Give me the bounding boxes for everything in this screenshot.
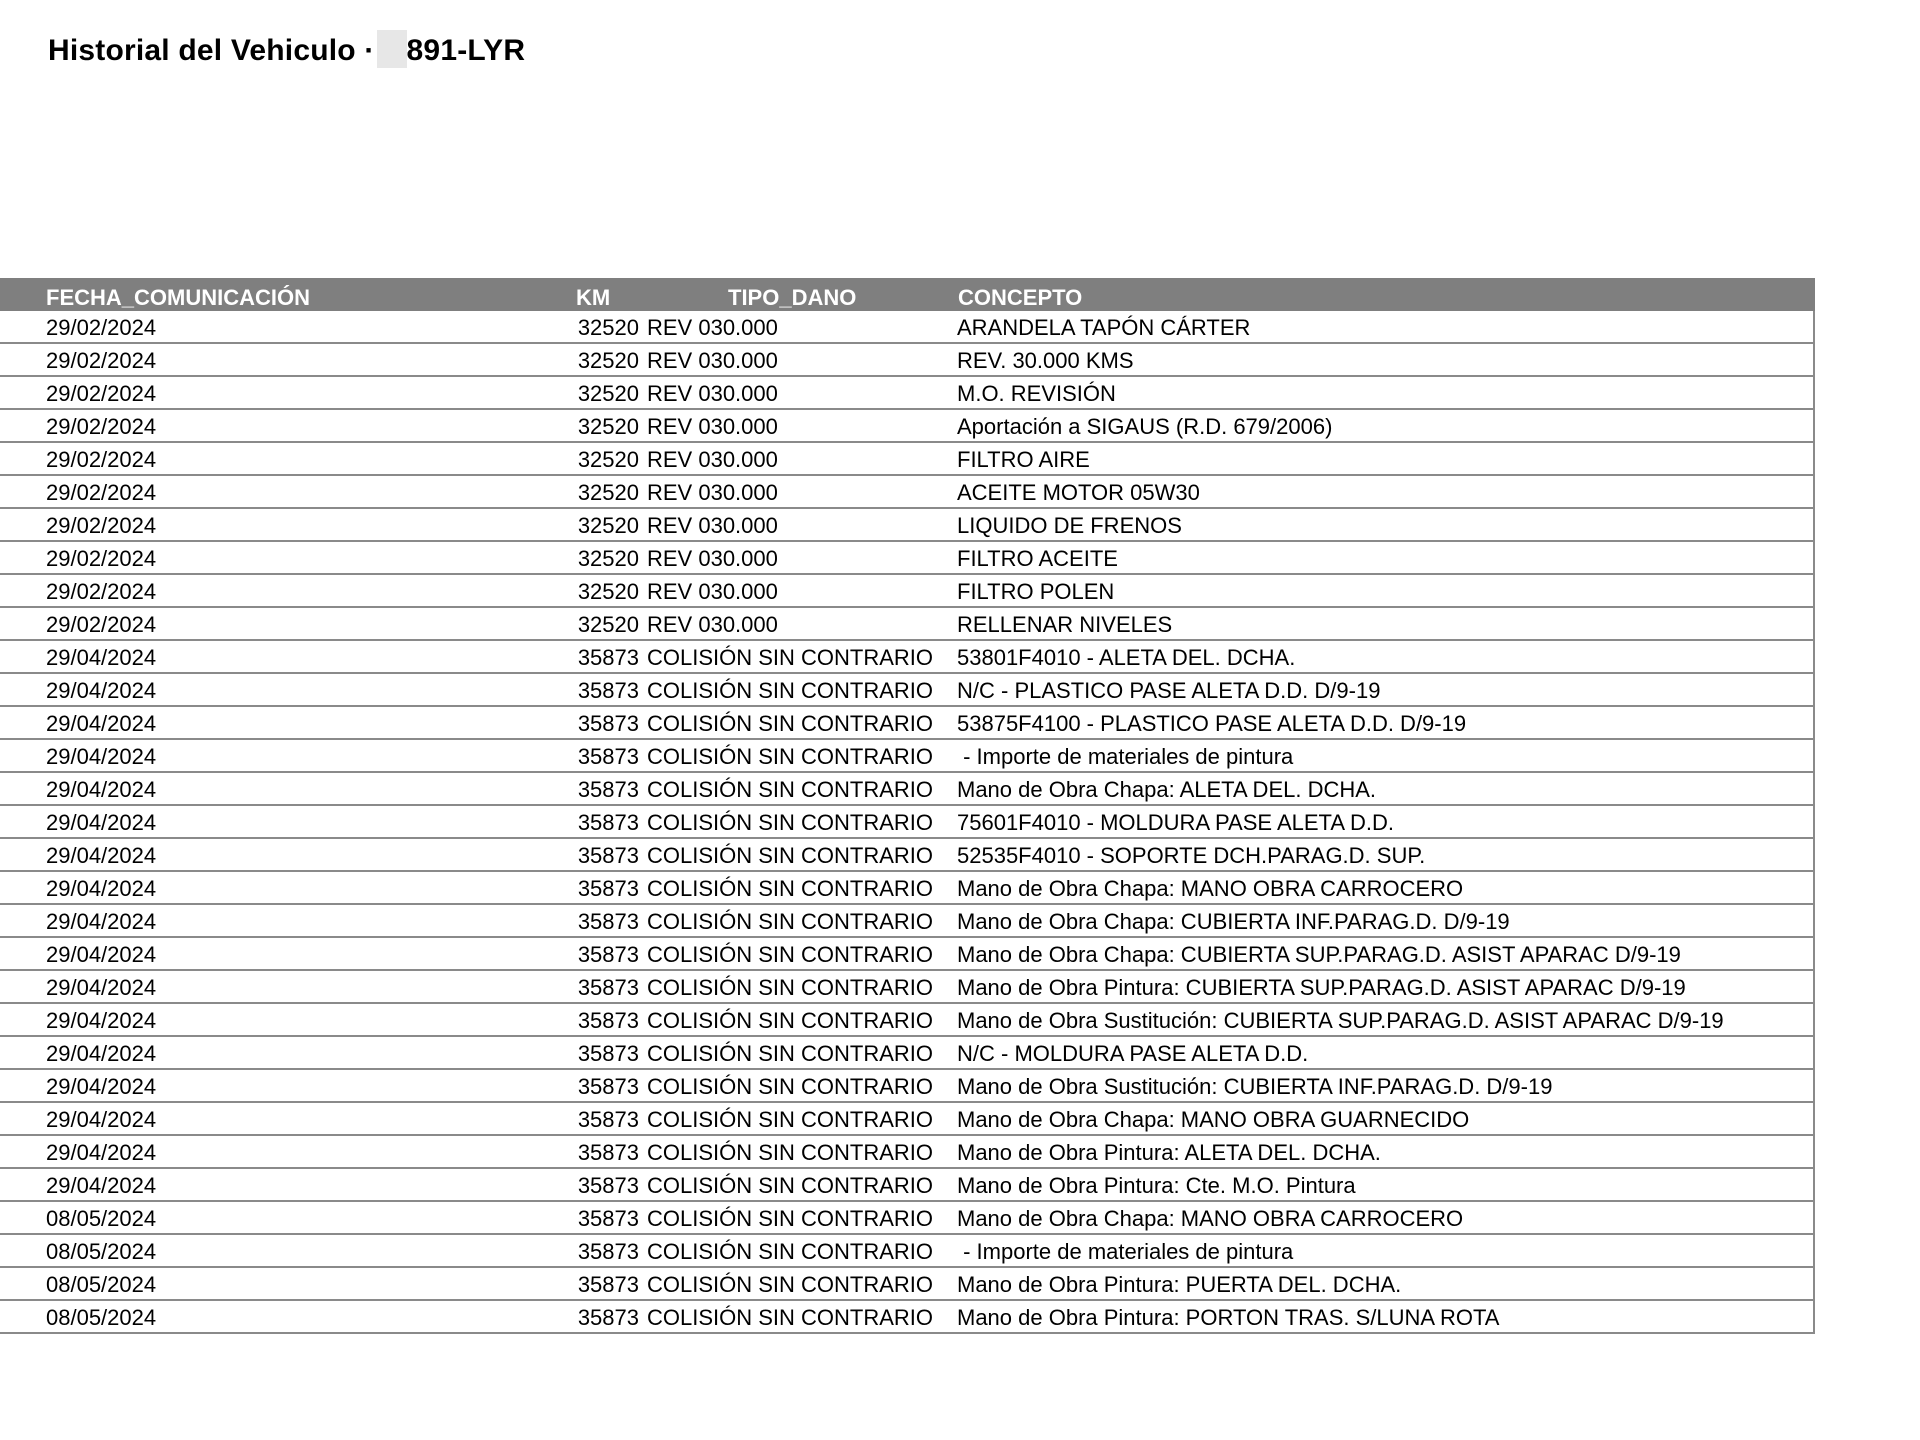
cell-concepto: - Importe de materiales de pintura <box>957 739 1814 772</box>
cell-fecha: 29/04/2024 <box>0 772 575 805</box>
cell-km: 32520 <box>575 508 647 541</box>
cell-km: 35873 <box>575 1300 647 1333</box>
cell-tipo-dano: COLISIÓN SIN CONTRARIO <box>647 673 957 706</box>
cell-tipo-dano: REV 030.000 <box>647 376 957 409</box>
cell-km: 35873 <box>575 970 647 1003</box>
table-row <box>0 1036 1814 1069</box>
cell-concepto: N/C - MOLDURA PASE ALETA D.D. <box>957 1036 1814 1069</box>
cell-concepto: N/C - PLASTICO PASE ALETA D.D. D/9-19 <box>957 673 1814 706</box>
table-row <box>0 343 1814 376</box>
cell-km: 35873 <box>575 640 647 673</box>
cell-km: 35873 <box>575 1036 647 1069</box>
cell-fecha: 29/04/2024 <box>0 805 575 838</box>
cell-km: 35873 <box>575 904 647 937</box>
table-row <box>0 1102 1814 1135</box>
cell-concepto: REV. 30.000 KMS <box>957 343 1814 376</box>
table-row <box>0 871 1814 904</box>
table-row <box>0 1168 1814 1201</box>
table-row <box>0 772 1814 805</box>
table-row <box>0 673 1814 706</box>
cell-concepto: FILTRO AIRE <box>957 442 1814 475</box>
cell-km: 35873 <box>575 1168 647 1201</box>
cell-fecha: 29/04/2024 <box>0 1102 575 1135</box>
cell-tipo-dano: COLISIÓN SIN CONTRARIO <box>647 706 957 739</box>
cell-km: 35873 <box>575 1135 647 1168</box>
cell-fecha: 29/04/2024 <box>0 904 575 937</box>
cell-fecha: 29/04/2024 <box>0 1168 575 1201</box>
cell-km: 35873 <box>575 1201 647 1234</box>
cell-fecha: 29/04/2024 <box>0 937 575 970</box>
cell-concepto: LIQUIDO DE FRENOS <box>957 508 1814 541</box>
table-row <box>0 1234 1814 1267</box>
cell-tipo-dano: REV 030.000 <box>647 311 957 343</box>
table-row <box>0 904 1814 937</box>
cell-concepto: Mano de Obra Chapa: CUBIERTA SUP.PARAG.D. ASIST APARAC D/9-19 <box>957 937 1814 970</box>
cell-tipo-dano: COLISIÓN SIN CONTRARIO <box>647 970 957 1003</box>
cell-tipo-dano: COLISIÓN SIN CONTRARIO <box>647 1036 957 1069</box>
cell-km: 35873 <box>575 805 647 838</box>
table-row <box>0 739 1814 772</box>
cell-concepto: - Importe de materiales de pintura <box>957 1234 1814 1267</box>
cell-fecha: 29/02/2024 <box>0 574 575 607</box>
cell-tipo-dano: REV 030.000 <box>647 343 957 376</box>
table-row <box>0 475 1814 508</box>
cell-tipo-dano: COLISIÓN SIN CONTRARIO <box>647 871 957 904</box>
cell-km: 32520 <box>575 607 647 640</box>
cell-concepto: Mano de Obra Pintura: CUBIERTA SUP.PARAG.D. ASIST APARAC D/9-19 <box>957 970 1814 1003</box>
cell-km: 32520 <box>575 376 647 409</box>
cell-fecha: 29/02/2024 <box>0 607 575 640</box>
cell-tipo-dano: COLISIÓN SIN CONTRARIO <box>647 838 957 871</box>
cell-fecha: 08/05/2024 <box>0 1234 575 1267</box>
cell-km: 32520 <box>575 541 647 574</box>
cell-km: 35873 <box>575 673 647 706</box>
table-row <box>0 937 1814 970</box>
cell-fecha: 29/04/2024 <box>0 871 575 904</box>
table-row <box>0 1201 1814 1234</box>
cell-fecha: 08/05/2024 <box>0 1201 575 1234</box>
cell-km: 32520 <box>575 475 647 508</box>
cell-concepto: M.O. REVISIÓN <box>957 376 1814 409</box>
table-row <box>0 1135 1814 1168</box>
table-row <box>0 1003 1814 1036</box>
cell-km: 32520 <box>575 343 647 376</box>
header-concepto: CONCEPTO <box>957 278 1814 311</box>
cell-concepto: Mano de Obra Chapa: MANO OBRA CARROCERO <box>957 1201 1814 1234</box>
page-title <box>48 30 525 68</box>
cell-tipo-dano: COLISIÓN SIN CONTRARIO <box>647 1168 957 1201</box>
cell-concepto: Mano de Obra Chapa: ALETA DEL. DCHA. <box>957 772 1814 805</box>
table-row <box>0 541 1814 574</box>
cell-fecha: 29/04/2024 <box>0 970 575 1003</box>
cell-tipo-dano: COLISIÓN SIN CONTRARIO <box>647 1069 957 1102</box>
cell-fecha: 29/04/2024 <box>0 1003 575 1036</box>
cell-concepto: 53801F4010 - ALETA DEL. DCHA. <box>957 640 1814 673</box>
cell-concepto: ARANDELA TAPÓN CÁRTER <box>957 311 1814 343</box>
vehicle-history-table <box>0 278 1815 1334</box>
header-row <box>0 278 1814 311</box>
cell-fecha: 29/02/2024 <box>0 541 575 574</box>
cell-fecha: 29/04/2024 <box>0 673 575 706</box>
table-body <box>0 311 1814 1333</box>
cell-fecha: 29/04/2024 <box>0 739 575 772</box>
cell-tipo-dano: REV 030.000 <box>647 442 957 475</box>
cell-fecha: 29/04/2024 <box>0 838 575 871</box>
cell-fecha: 29/02/2024 <box>0 508 575 541</box>
cell-tipo-dano: COLISIÓN SIN CONTRARIO <box>647 739 957 772</box>
cell-tipo-dano: COLISIÓN SIN CONTRARIO <box>647 772 957 805</box>
cell-fecha: 29/04/2024 <box>0 706 575 739</box>
cell-km: 32520 <box>575 442 647 475</box>
cell-fecha: 29/02/2024 <box>0 475 575 508</box>
cell-km: 32520 <box>575 409 647 442</box>
cell-tipo-dano: COLISIÓN SIN CONTRARIO <box>647 1267 957 1300</box>
cell-tipo-dano: COLISIÓN SIN CONTRARIO <box>647 805 957 838</box>
cell-fecha: 08/05/2024 <box>0 1300 575 1333</box>
cell-tipo-dano: COLISIÓN SIN CONTRARIO <box>647 937 957 970</box>
cell-fecha: 29/02/2024 <box>0 376 575 409</box>
table-row <box>0 442 1814 475</box>
cell-km: 35873 <box>575 1102 647 1135</box>
cell-concepto: 53875F4100 - PLASTICO PASE ALETA D.D. D/9-19 <box>957 706 1814 739</box>
cell-fecha: 29/04/2024 <box>0 1069 575 1102</box>
cell-km: 35873 <box>575 871 647 904</box>
table-row <box>0 311 1814 343</box>
cell-concepto: Mano de Obra Pintura: Cte. M.O. Pintura <box>957 1168 1814 1201</box>
table-row <box>0 376 1814 409</box>
cell-concepto: RELLENAR NIVELES <box>957 607 1814 640</box>
cell-concepto: Mano de Obra Sustitución: CUBIERTA INF.PARAG.D. D/9-19 <box>957 1069 1814 1102</box>
cell-km: 35873 <box>575 772 647 805</box>
cell-km: 35873 <box>575 1267 647 1300</box>
cell-tipo-dano: COLISIÓN SIN CONTRARIO <box>647 1003 957 1036</box>
cell-concepto: Aportación a SIGAUS (R.D. 679/2006) <box>957 409 1814 442</box>
cell-tipo-dano: COLISIÓN SIN CONTRARIO <box>647 904 957 937</box>
cell-tipo-dano: COLISIÓN SIN CONTRARIO <box>647 1234 957 1267</box>
header-tipo-dano: TIPO_DANO <box>647 278 957 311</box>
cell-tipo-dano: REV 030.000 <box>647 607 957 640</box>
cell-tipo-dano: COLISIÓN SIN CONTRARIO <box>647 1201 957 1234</box>
cell-concepto: ACEITE MOTOR 05W30 <box>957 475 1814 508</box>
table-row <box>0 409 1814 442</box>
cell-tipo-dano: REV 030.000 <box>647 409 957 442</box>
table-header <box>0 278 1814 311</box>
cell-fecha: 29/04/2024 <box>0 640 575 673</box>
table-row <box>0 970 1814 1003</box>
cell-concepto: FILTRO POLEN <box>957 574 1814 607</box>
cell-tipo-dano: COLISIÓN SIN CONTRARIO <box>647 640 957 673</box>
cell-fecha: 08/05/2024 <box>0 1267 575 1300</box>
table-row <box>0 574 1814 607</box>
cell-tipo-dano: REV 030.000 <box>647 574 957 607</box>
cell-fecha: 29/04/2024 <box>0 1036 575 1069</box>
cell-km: 35873 <box>575 1069 647 1102</box>
cell-fecha: 29/02/2024 <box>0 311 575 343</box>
cell-concepto: Mano de Obra Pintura: PUERTA DEL. DCHA. <box>957 1267 1814 1300</box>
cell-concepto: Mano de Obra Pintura: PORTON TRAS. S/LUNA ROTA <box>957 1300 1814 1333</box>
table-row <box>0 1267 1814 1300</box>
title-prefix: Historial del Vehiculo · <box>48 34 375 67</box>
table-row <box>0 508 1814 541</box>
cell-tipo-dano: COLISIÓN SIN CONTRARIO <box>647 1135 957 1168</box>
cell-km: 35873 <box>575 937 647 970</box>
cell-tipo-dano: REV 030.000 <box>647 541 957 574</box>
cell-km: 32520 <box>575 574 647 607</box>
cell-tipo-dano: COLISIÓN SIN CONTRARIO <box>647 1102 957 1135</box>
cell-tipo-dano: COLISIÓN SIN CONTRARIO <box>647 1300 957 1333</box>
title-plate: 891-LYR <box>406 34 526 67</box>
cell-km: 35873 <box>575 706 647 739</box>
cell-concepto: Mano de Obra Sustitución: CUBIERTA SUP.PARAG.D. ASIST APARAC D/9-19 <box>957 1003 1814 1036</box>
cell-km: 35873 <box>575 1234 647 1267</box>
cell-concepto: 75601F4010 - MOLDURA PASE ALETA D.D. <box>957 805 1814 838</box>
table-row <box>0 607 1814 640</box>
table-row <box>0 1069 1814 1102</box>
cell-km: 35873 <box>575 838 647 871</box>
table-row <box>0 1300 1814 1333</box>
cell-tipo-dano: REV 030.000 <box>647 475 957 508</box>
header-km: KM <box>575 278 647 311</box>
cell-fecha: 29/02/2024 <box>0 409 575 442</box>
header-fecha: FECHA_COMUNICACIÓN <box>0 278 575 311</box>
table-row <box>0 805 1814 838</box>
cell-concepto: Mano de Obra Chapa: MANO OBRA GUARNECIDO <box>957 1102 1814 1135</box>
table-row <box>0 640 1814 673</box>
cell-concepto: 52535F4010 - SOPORTE DCH.PARAG.D. SUP. <box>957 838 1814 871</box>
cell-concepto: FILTRO ACEITE <box>957 541 1814 574</box>
cell-km: 32520 <box>575 311 647 343</box>
cell-km: 35873 <box>575 1003 647 1036</box>
cell-concepto: Mano de Obra Chapa: MANO OBRA CARROCERO <box>957 871 1814 904</box>
table-row <box>0 706 1814 739</box>
cell-fecha: 29/02/2024 <box>0 442 575 475</box>
cell-fecha: 29/04/2024 <box>0 1135 575 1168</box>
cell-tipo-dano: REV 030.000 <box>647 508 957 541</box>
redaction-box <box>377 30 407 68</box>
table-row <box>0 838 1814 871</box>
cell-concepto: Mano de Obra Chapa: CUBIERTA INF.PARAG.D. D/9-19 <box>957 904 1814 937</box>
cell-fecha: 29/02/2024 <box>0 343 575 376</box>
cell-concepto: Mano de Obra Pintura: ALETA DEL. DCHA. <box>957 1135 1814 1168</box>
cell-km: 35873 <box>575 739 647 772</box>
